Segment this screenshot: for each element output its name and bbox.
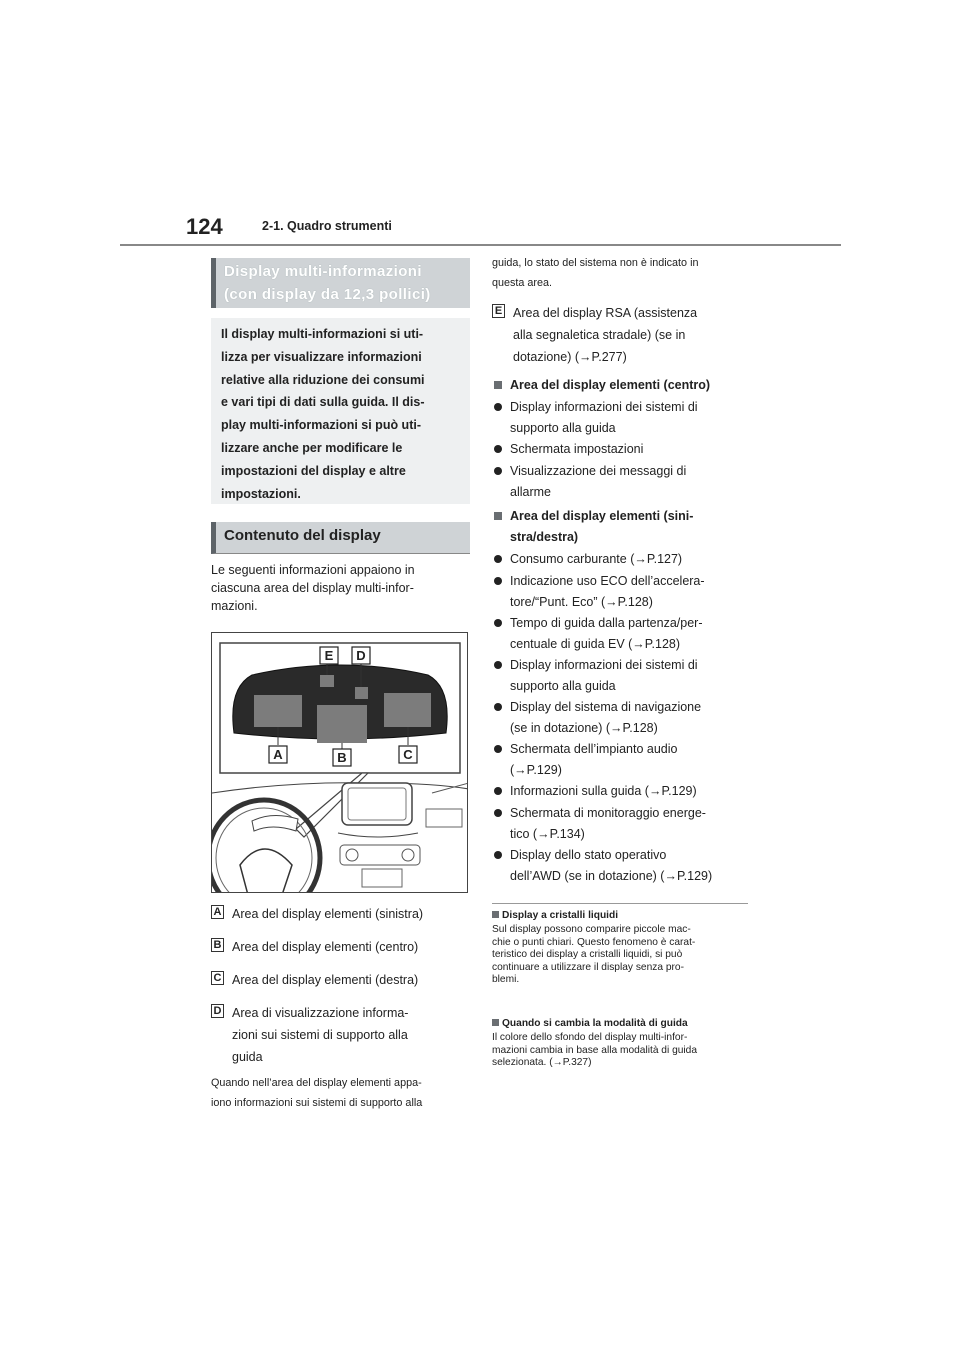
section-title: 2-1. Quadro strumenti [262,219,392,233]
label-b: B [337,750,347,765]
item-line: Schermata dell’impianto audio [510,742,678,756]
small-line: guida, lo stato del sistema non è indicato in [492,257,699,269]
bullet-dot-icon [494,555,502,563]
heading2-text: Contenuto del display [224,527,381,544]
legend-key-a: A [211,905,224,919]
para-line: mazioni. [211,598,258,613]
item-line: Informazioni sulla guida (→P.129) [510,784,697,798]
note-title: Quando si cambia la modalità di guida [502,1018,688,1029]
legend-key-b: B [211,938,224,952]
small-line: Quando nell’area del display elementi appa- [211,1077,422,1089]
legend-text-c: Area del display elementi (destra) [232,973,419,987]
area-e-shape [320,675,334,687]
meter-hood [252,815,298,831]
intro-line: impostazioni. [221,486,301,501]
item-line: Display informazioni dei sistemi di [510,658,698,672]
intro-line: Il display multi-informazioni si uti- [221,327,424,341]
page-number: 124 [186,214,223,239]
legend-text-b: Area del display elementi (centro) [232,940,419,954]
note-line: blemi. [492,974,520,986]
note-line: chie o punti chiari. Questo fenomeno è carat- [492,936,696,948]
subsection-title-line: Area del display elementi (sini- [510,509,694,523]
legend-line: alla segnaletica stradale) (se in [513,328,686,342]
legend-key-e: E [492,304,505,318]
intro-box [211,318,470,504]
right-small-text [492,253,698,293]
intro-line: lizzare anche per modificare le [221,440,403,455]
legend-key-c: C [211,971,224,985]
note-line: selezionata. (→P.327) [492,1057,592,1069]
item-line: centuale di guida EV (→P.128) [510,636,681,651]
para-line: Le seguenti informazioni appaiono in [211,563,415,577]
item-line: Tempo di guida dalla partenza/per- [510,616,703,630]
square-bullet-icon [492,911,499,918]
intro-line: play multi-informazioni si può uti- [221,418,421,433]
item-line: dell’AWD (se in dotazione) (→P.129) [510,868,713,883]
square-bullet-icon [494,512,502,520]
label-a: A [273,747,283,762]
bullet-dot-icon [494,703,502,711]
bullet-dot-icon [494,745,502,753]
note-lcd [492,910,750,987]
intro-line: lizza per visualizzare informazioni [221,349,422,364]
item-line: tore/“Punt. Eco” (→P.128) [510,594,653,609]
item-line: (se in dotazione) (→P.128) [510,720,658,735]
bullet-dot-icon [494,577,502,585]
note-line: Il colore dello sfondo del display multi-infor- [492,1032,688,1043]
bullet-dot-icon [494,403,502,411]
item-line: Schermata impostazioni [510,442,644,456]
item-line: Schermata di monitoraggio energe- [510,806,706,820]
item-line: supporto alla guida [510,678,616,693]
vent-line [338,833,418,837]
lower-panel [362,869,402,887]
intro-line: relative alla riduzione dei consumi [221,372,425,387]
legend-key-d: D [211,1004,224,1018]
bullet-dot-icon [494,809,502,817]
header-rule [120,244,841,246]
intro-line: e vari tipi di dati sulla guida. Il dis- [221,395,425,410]
legend-line: Area di visualizzazione informa- [232,1006,409,1020]
knob-right [402,849,414,861]
item-line: Visualizzazione dei messaggi di [510,464,687,478]
item-line: (→P.129) [510,762,562,777]
note-line: Sul display possono comparire piccole mac- [492,924,691,935]
legend-line: Area del display RSA (assistenza [513,306,698,320]
bullet-dot-icon [494,787,502,795]
cluster-illustration [211,632,468,893]
item-line: Display informazioni dei sistemi di [510,400,698,414]
heading-line: (con display da 12,3 pollici) [224,286,431,303]
steering-hub [240,849,292,893]
square-bullet-icon [494,381,502,389]
legend-text-e [513,302,753,368]
area-a-shape [254,695,302,727]
small-line: questa area. [492,277,553,289]
legend-line: zioni sui sistemi di supporto alla [232,1028,408,1042]
subsection-title: Area del display elementi (centro) [510,378,711,392]
legend-line: dotazione) (→P.277) [513,350,627,364]
bullet-dot-icon [494,661,502,669]
knob-left [346,849,358,861]
legend-text-d [232,1002,472,1068]
bullet-dot-icon [494,851,502,859]
item-line: Consumo carburante (→P.127) [510,552,683,566]
para-line: ciascuna area del display multi-infor- [211,580,414,595]
heading-display-content [211,522,470,554]
note-line: continuare a utilizzare il display senza pro- [492,961,684,973]
center-screen-inner [348,788,406,820]
content-paragraph [211,562,469,615]
area-b-shape [317,705,367,743]
label-c: C [403,747,413,762]
bullet-dot-icon [494,467,502,475]
item-line: Display del sistema di navigazione [510,700,702,714]
bullet-dot-icon [494,445,502,453]
square-bullet-icon [492,1019,499,1026]
item-line: Display dello stato operativo [510,848,667,862]
heading-line: Display multi-informazioni [224,263,422,280]
area-d-shape [355,687,368,699]
note-line: teristico dei display a cristalli liquidi, si può [492,949,683,961]
right-vent [426,809,462,827]
notes-divider [492,903,748,904]
small-line: iono informazioni sui sistemi di supporto alla [211,1097,423,1109]
subsection-title-line: stra/destra) [510,529,579,544]
label-d: D [356,648,366,663]
item-line: allarme [510,484,551,499]
intro-line: impostazioni del display e altre [221,463,406,478]
cluster-drawing [212,633,468,893]
item-line: supporto alla guida [510,420,616,435]
legend-text-a: Area del display elementi (sinistra) [232,907,424,921]
note-title: Display a cristalli liquidi [502,910,619,921]
label-e: E [324,648,334,663]
note-drive-mode [492,1018,750,1070]
legend-line: guida [232,1050,263,1064]
note-line: mazioni cambia in base alla modalità di guida [492,1044,697,1056]
bullet-dot-icon [494,619,502,627]
item-line: tico (→P.134) [510,826,585,841]
item-line: Indicazione uso ECO dell’accelera- [510,574,705,588]
left-small-text [211,1073,422,1113]
area-c-shape [384,693,431,727]
heading-multi-info [211,258,470,308]
